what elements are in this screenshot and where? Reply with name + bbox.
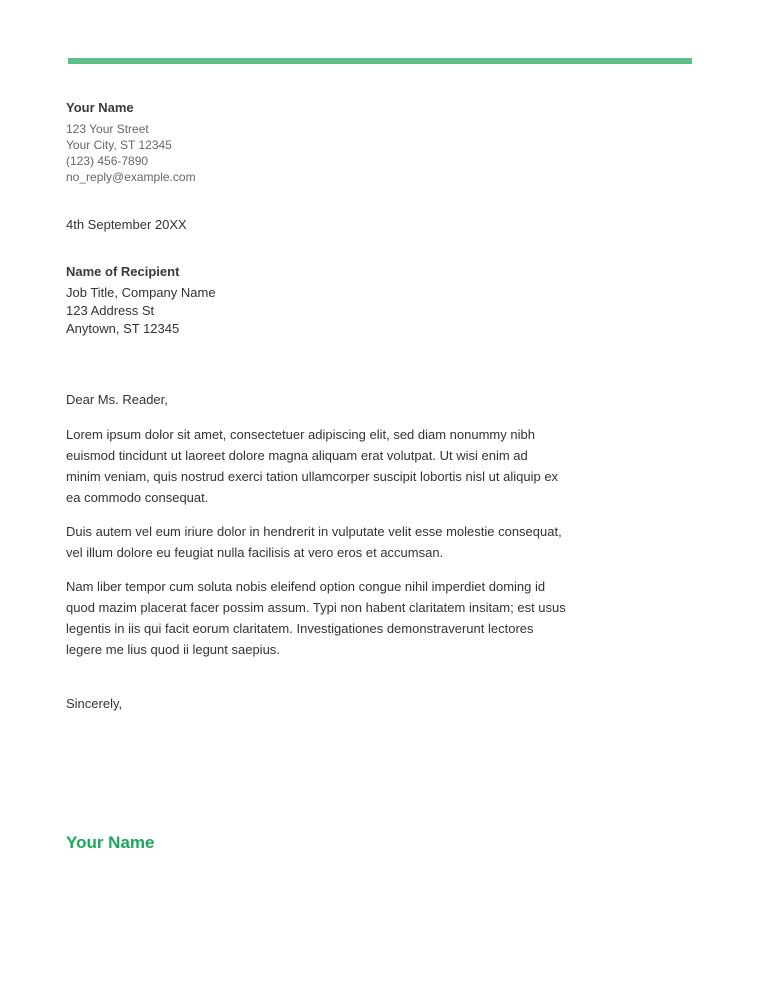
header-accent-bar <box>68 58 692 64</box>
recipient-name: Name of Recipient <box>66 264 180 279</box>
sender-street: 123 Your Street <box>66 122 149 136</box>
sender-city: Your City, ST 12345 <box>66 138 172 152</box>
letter-body <box>66 424 566 673</box>
sender-block <box>66 100 466 185</box>
recipient-address: 123 Address St <box>66 303 155 318</box>
closing: Sincerely, <box>66 696 123 711</box>
recipient-block <box>66 264 466 338</box>
recipient-title-company: Job Title, Company Name <box>66 285 216 300</box>
salutation: Dear Ms. Reader, <box>66 392 168 407</box>
sender-name: Your Name <box>66 100 134 115</box>
letter-date: 4th September 20XX <box>66 217 187 232</box>
body-paragraph: Lorem ipsum dolor sit amet, consectetuer adipiscing elit, sed diam nonummy nibh euismod tincidunt ut laoreet dolore magna aliquam erat volutpat. Ut wisi enim ad minim veniam, quis nostrud exerci tation ullamcorper suscipit lobortis nisl ut aliquip ex ea commodo consequat. <box>66 427 559 505</box>
sender-email: no_reply@example.com <box>66 170 196 184</box>
recipient-city: Anytown, ST 12345 <box>66 321 180 336</box>
sender-phone: (123) 456-7890 <box>66 154 149 168</box>
body-paragraph: Nam liber tempor cum soluta nobis eleifend option congue nihil imperdiet doming id quod mazim placerat facer possim assum. Typi non habent claritatem insitam; est usus legentis in iis qui facit eorum claritatem. Investigationes demonstraverunt lectores legere me lius quod ii legunt saepius. <box>66 579 566 657</box>
body-paragraph: Duis autem vel eum iriure dolor in hendrerit in vulputate velit esse molestie consequat, vel illum dolore eu feugiat nulla facilisis at vero eros et accumsan. <box>66 524 562 560</box>
signature-name: Your Name <box>66 833 155 852</box>
